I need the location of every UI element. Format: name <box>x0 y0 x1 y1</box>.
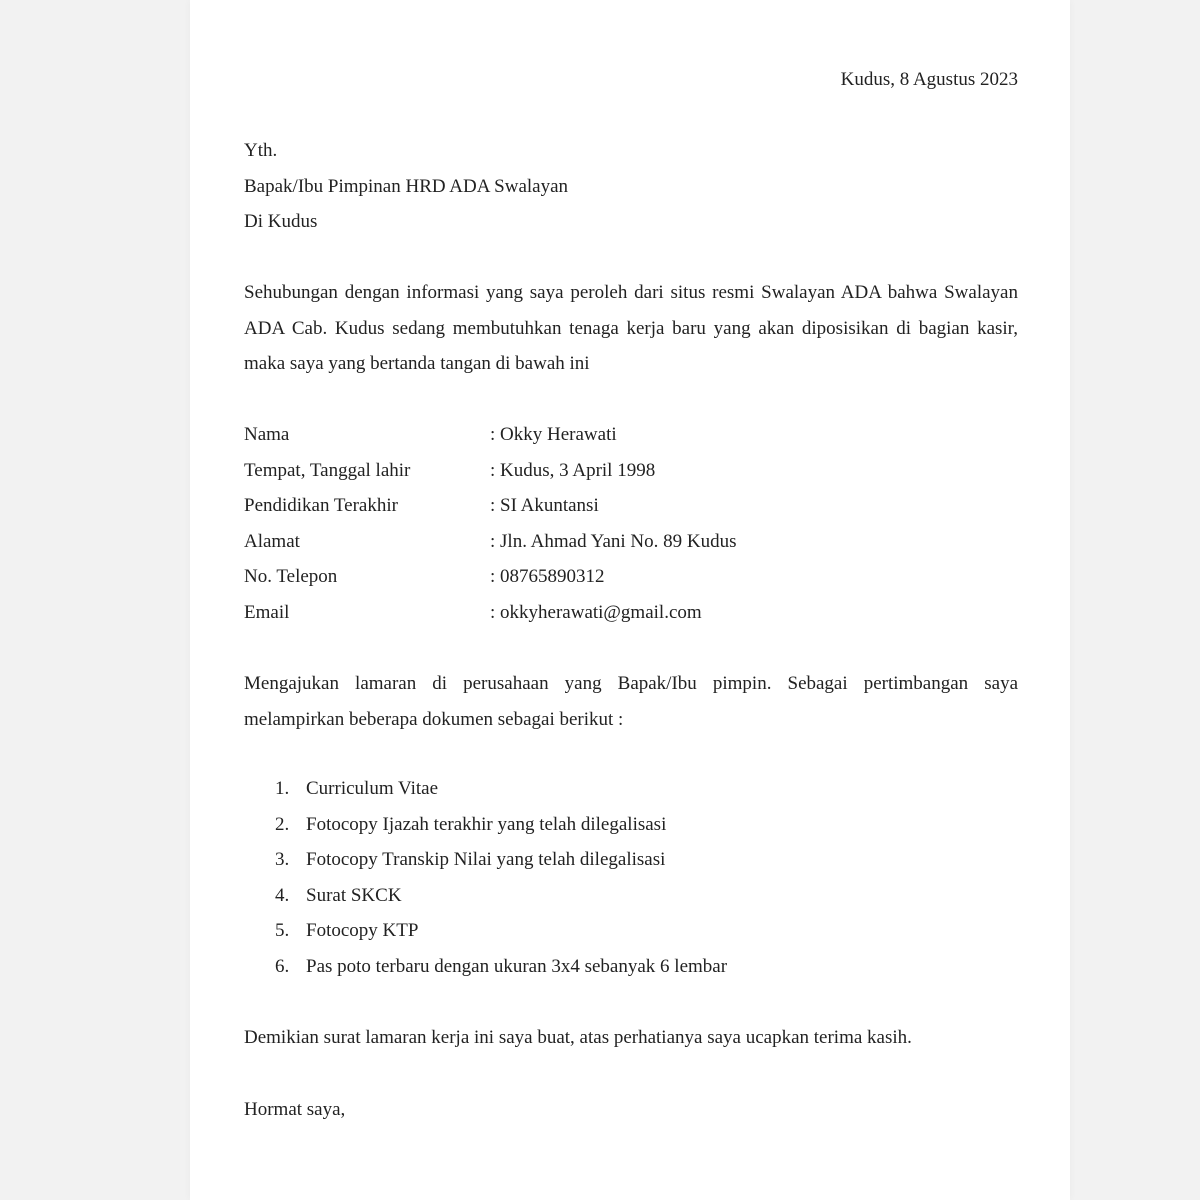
attachment-item <box>275 949 727 985</box>
signoff: Hormat saya, <box>244 1099 346 1120</box>
identity-label: Nama <box>244 424 290 445</box>
identity-value: : 08765890312 <box>490 559 605 595</box>
identity-value: : okkyherawati@gmail.com <box>490 595 702 631</box>
attachment-number: 4. <box>275 884 290 906</box>
attachment-text: Fotocopy KTP <box>306 920 419 941</box>
attachment-item <box>275 913 727 949</box>
attachment-number: 6. <box>275 955 290 977</box>
attachment-number: 5. <box>275 920 290 941</box>
attachment-item <box>275 807 727 843</box>
intro-paragraph: Sehubungan dengan informasi yang saya peroleh dari situs resmi Swalayan ADA bahwa Swalayan ADA Cab. Kudus sedang membutuhkan tenaga kerja baru yang akan diposisikan di bagian kasir, maka saya yang bertanda tangan di bawah ini <box>244 282 1018 374</box>
submission-paragraph: Mengajukan lamaran di perusahaan yang Bapak/Ibu pimpin. Sebagai pertimbangan saya melampirkan beberapa dokumen sebagai berikut : <box>244 673 1018 730</box>
job-application-letter <box>190 0 1070 1200</box>
identity-row-birth <box>244 453 737 489</box>
identity-row-education <box>244 488 737 524</box>
recipient-name: Bapak/Ibu Pimpinan HRD ADA Swalayan <box>244 175 569 197</box>
letter-page <box>190 0 1070 1200</box>
attachment-text: Surat SKCK <box>306 884 402 906</box>
place-and-date: Kudus, 8 Agustus 2023 <box>840 69 1018 90</box>
identity-value: : Okky Herawati <box>490 417 617 453</box>
attachment-item <box>275 878 727 914</box>
attachment-number: 1. <box>275 778 290 799</box>
identity-label: Email <box>244 601 290 623</box>
identity-row-phone <box>244 559 737 595</box>
recipient-salutation: Yth. <box>244 140 278 161</box>
attachment-text: Pas poto terbaru dengan ukuran 3x4 sebanyak 6 lembar <box>306 955 728 977</box>
attachment-text: Fotocopy Ijazah terakhir yang telah dilegalisasi <box>306 813 667 835</box>
identity-label: No. Telepon <box>244 566 338 587</box>
identity-row-email <box>244 595 737 631</box>
attachment-list <box>275 771 727 984</box>
identity-value: : Kudus, 3 April 1998 <box>490 453 655 489</box>
attachment-text: Fotocopy Transkip Nilai yang telah dilegalisasi <box>306 849 666 870</box>
identity-value: : SI Akuntansi <box>490 488 599 524</box>
identity-label: Pendidikan Terakhir <box>244 495 398 516</box>
attachment-item <box>275 771 727 807</box>
attachment-number: 2. <box>275 813 290 835</box>
closing-paragraph: Demikian surat lamaran kerja ini saya buat, atas perhatianya saya ucapkan terima kasih. <box>244 1027 912 1048</box>
identity-label: Alamat <box>244 530 300 552</box>
recipient-block <box>244 133 568 240</box>
recipient-location: Di Kudus <box>244 211 318 232</box>
identity-row-address <box>244 524 737 560</box>
identity-label: Tempat, Tanggal lahir <box>244 459 411 481</box>
applicant-identity <box>244 417 737 630</box>
attachment-text: Curriculum Vitae <box>306 778 439 799</box>
identity-row-name <box>244 417 737 453</box>
attachment-number: 3. <box>275 849 290 870</box>
attachment-item <box>275 842 727 878</box>
identity-value: : Jln. Ahmad Yani No. 89 Kudus <box>490 524 737 560</box>
